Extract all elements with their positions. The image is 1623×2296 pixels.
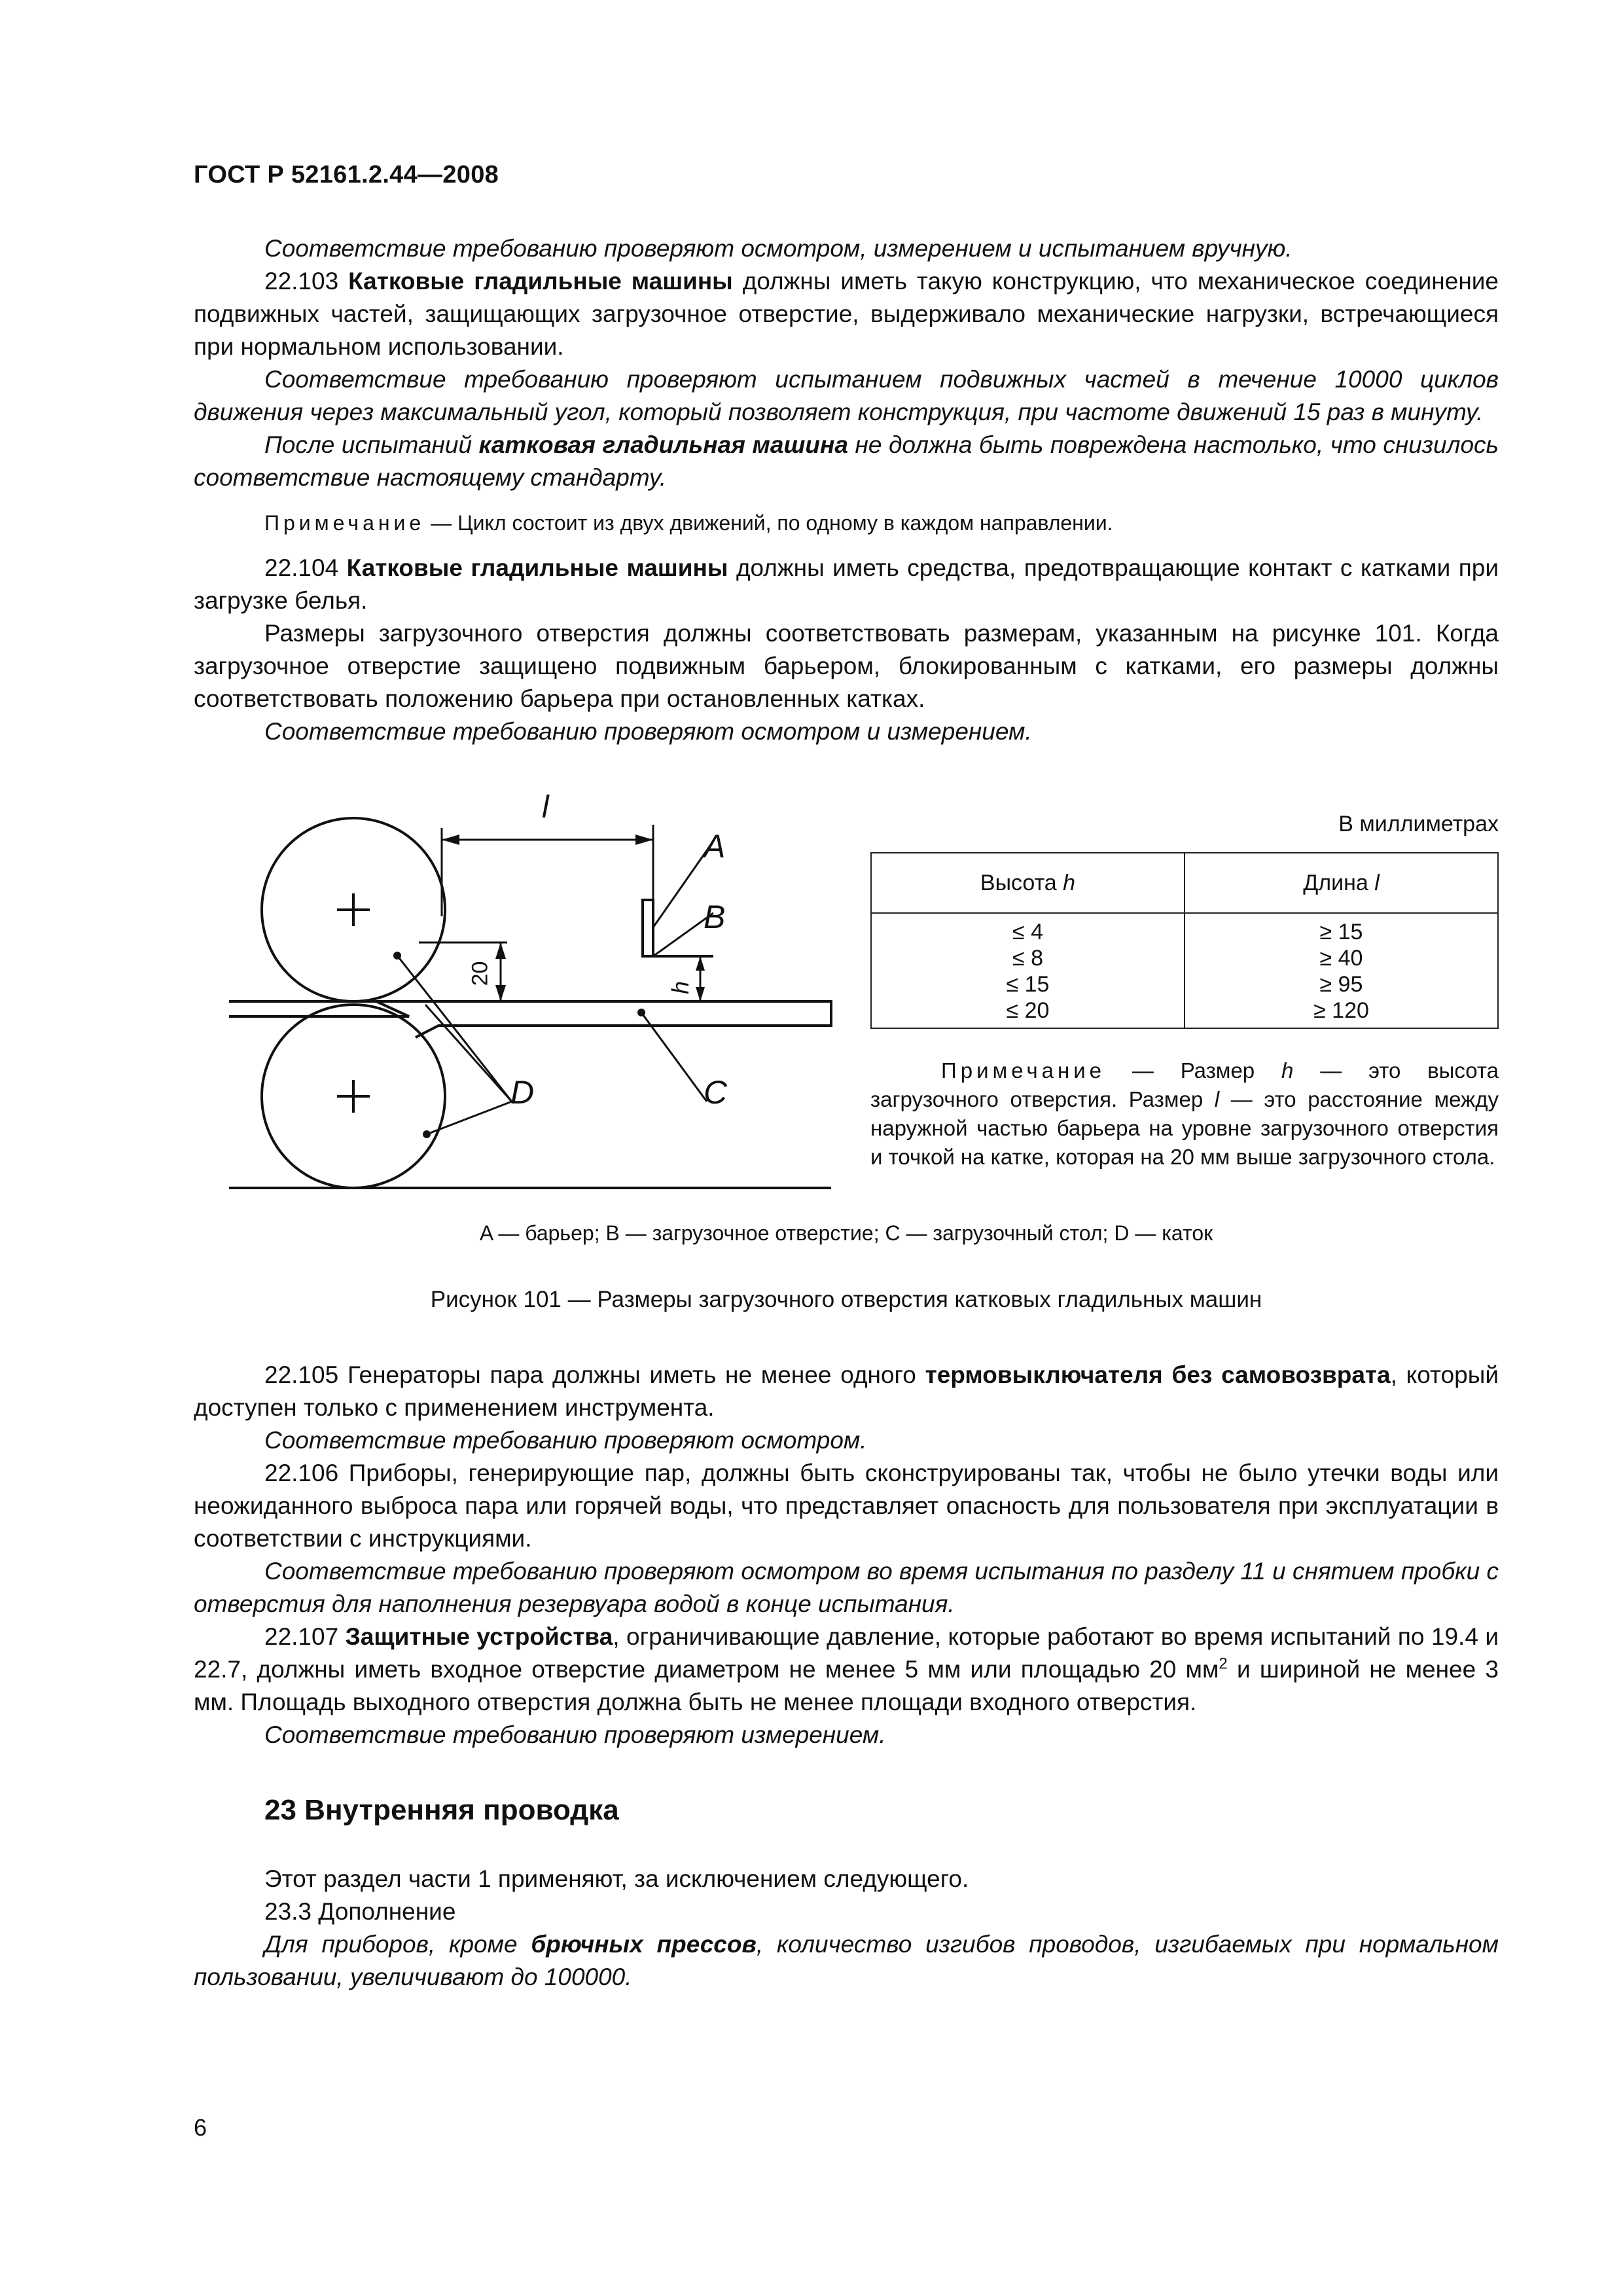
paragraph-text: , ограничивающие давление, которые работают во время испытаний по 19.4 и 22.7, должны иметь входное отверстие диаметром не менее 5 мм или площадью 20 мм xyxy=(194,1623,1499,1683)
height-cell: ≤ 20 xyxy=(1006,998,1050,1023)
table-header-row xyxy=(871,853,1498,913)
label-D: D xyxy=(510,1074,535,1111)
header-height-var: h xyxy=(1063,870,1076,895)
term: катковая гладильная машина xyxy=(478,431,848,458)
length-cell: ≥ 95 xyxy=(1319,972,1363,997)
note-text: — это высота загрузочного отверстия. Размер xyxy=(870,1058,1499,1111)
superscript: 2 xyxy=(1219,1655,1228,1673)
paragraph-text: После испытаний xyxy=(264,431,479,458)
dimension-h-label: h xyxy=(667,980,694,995)
paragraph-22-103 xyxy=(194,265,1499,363)
header-length xyxy=(1185,853,1498,913)
paragraph-22-105 xyxy=(194,1359,1499,1424)
dimension-20-label: 20 xyxy=(467,961,493,986)
clause-number: 22.107 xyxy=(264,1623,339,1650)
table-row xyxy=(871,913,1498,1028)
label-C: C xyxy=(704,1074,728,1111)
paragraph-text: Приборы, генерирующие пар, должны быть сконструированы так, чтобы не было утечки воды или неожиданного выброса пара или горячей воды, что представляет опасность для пользователя при эксплуатации в соответствии с инструкциями. xyxy=(194,1460,1499,1552)
paragraph-text: , который доступен только с применением инструмента. xyxy=(194,1361,1499,1421)
height-cell: ≤ 4 xyxy=(1012,920,1043,944)
paragraph-text: не должна быть повреждена настолько, что снизилось соответствие настоящему стандарту. xyxy=(194,431,1499,491)
note-text: — это расстояние между наружной частью барьера на уровне загрузочного отверстия и точкой на катке, которая на 20 мм выше загрузочного стола. xyxy=(870,1087,1499,1169)
header-length-text: Длина xyxy=(1303,870,1375,895)
paragraph: Соответствие требованию проверяют испытанием подвижных частей в течение 10000 циклов движения через максимальный угол, который позволяет конструкция, при частоте движений 15 раз в минуту. xyxy=(194,366,1499,425)
top-text-block xyxy=(194,232,1499,748)
term: Защитные устройства xyxy=(345,1623,613,1650)
paragraph: Этот раздел части 1 применяют, за исключением следующего. xyxy=(264,1865,969,1892)
paragraph xyxy=(194,429,1499,494)
note-label: Примечание xyxy=(941,1058,1106,1083)
paragraph-22-107 xyxy=(194,1621,1499,1719)
paragraph: Соответствие требованию проверяют осмотром. xyxy=(264,1427,867,1454)
paragraph: Соответствие требованию проверяют осмотром во время испытания по разделу 11 и снятием пробки с отверстия для наполнения резервуара водой в конце испытания. xyxy=(194,1558,1499,1617)
paragraph-text: , количество изгибов проводов, изгибаемых при нормальном пользовании, увеличивают до 100000. xyxy=(194,1931,1499,1990)
length-cell: ≥ 15 xyxy=(1319,920,1363,944)
header-height-text: Высота xyxy=(980,870,1063,895)
barrier xyxy=(643,900,653,956)
paragraph: Соответствие требованию проверяют осмотром, измерением и испытанием вручную. xyxy=(264,235,1293,262)
section-title: 23 Внутренняя проводка xyxy=(264,1794,619,1826)
term: термовыключателя без самовозврата xyxy=(925,1361,1391,1388)
height-cell: ≤ 8 xyxy=(1012,946,1043,971)
loading-table xyxy=(376,1001,831,1037)
units-label: В миллиметрах xyxy=(1338,812,1499,836)
note-text: — Цикл состоит из двух движений, по одному в каждом направлении. xyxy=(425,511,1113,535)
term: брючных прессов xyxy=(531,1931,757,1958)
note-var: l xyxy=(1214,1087,1220,1111)
paragraph xyxy=(194,1928,1499,1994)
note xyxy=(194,509,1499,537)
figure-101-drawing xyxy=(216,789,857,1208)
figure-legend: A — барьер; B — загрузочное отверстие; C — загрузочный стол; D — каток xyxy=(479,1221,1213,1245)
clause-number: 22.105 xyxy=(264,1361,339,1388)
header-length-var: l xyxy=(1374,870,1380,895)
paragraph-22-106 xyxy=(194,1457,1499,1555)
paragraph-22-104 xyxy=(194,552,1499,617)
length-cell: ≥ 120 xyxy=(1313,998,1369,1023)
note-text: — Размер xyxy=(1105,1058,1282,1083)
paragraph-text: и шириной не менее 3 мм. Площадь выходного отверстия должна быть не менее площади входного отверстия. xyxy=(194,1656,1499,1715)
paragraph: Соответствие требованию проверяют измерением. xyxy=(264,1721,886,1748)
paragraph: Соответствие требованию проверяют осмотром и измерением. xyxy=(264,718,1032,745)
label-B: B xyxy=(704,899,726,935)
bottom-text-block xyxy=(194,1359,1499,1994)
paragraph-text: Генераторы пара должны иметь не менее одного xyxy=(338,1361,925,1388)
length-values xyxy=(1185,913,1498,1028)
document-header: ГОСТ Р 52161.2.44—2008 xyxy=(194,161,499,188)
figure-caption: Рисунок 101 — Размеры загрузочного отверстия катковых гладильных машин xyxy=(430,1287,1262,1312)
term: Катковые гладильные машины xyxy=(348,268,733,295)
height-cell: ≤ 15 xyxy=(1006,972,1050,997)
paragraph: Размеры загрузочного отверстия должны соответствовать размерам, указанным на рисунке 101. Когда загрузочное отверстие защищено подвижным барьером, блокированным с катками, его размеры должны соответствовать положению барьера при остановленных катках. xyxy=(194,620,1499,712)
dimensions-table xyxy=(870,852,1499,1029)
table-note xyxy=(870,1056,1499,1172)
paragraph-text: должны иметь средства, предотвращающие контакт с катками при загрузке белья. xyxy=(194,554,1499,614)
paragraph-text: Для приборов, кроме xyxy=(264,1931,531,1958)
note-var: h xyxy=(1281,1058,1294,1083)
clause-number: 22.103 xyxy=(264,268,339,295)
page-number: 6 xyxy=(194,2114,207,2141)
paragraph-text: должны иметь такую конструкцию, что механическое соединение подвижных частей, защищающих загрузочное отверстие, выдерживало механические нагрузки, встречающиеся при нормальном использовании. xyxy=(194,268,1499,360)
length-cell: ≥ 40 xyxy=(1319,946,1363,971)
label-A: A xyxy=(704,828,726,865)
header-height xyxy=(871,853,1185,913)
note-label: Примечание xyxy=(264,511,425,535)
dimension-l-label: l xyxy=(542,790,549,825)
paragraph: 23.3 Дополнение xyxy=(264,1898,456,1925)
height-values xyxy=(871,913,1185,1028)
term: Катковые гладильные машины xyxy=(346,554,728,581)
clause-number: 22.106 xyxy=(264,1460,339,1486)
clause-number: 22.104 xyxy=(264,554,339,581)
